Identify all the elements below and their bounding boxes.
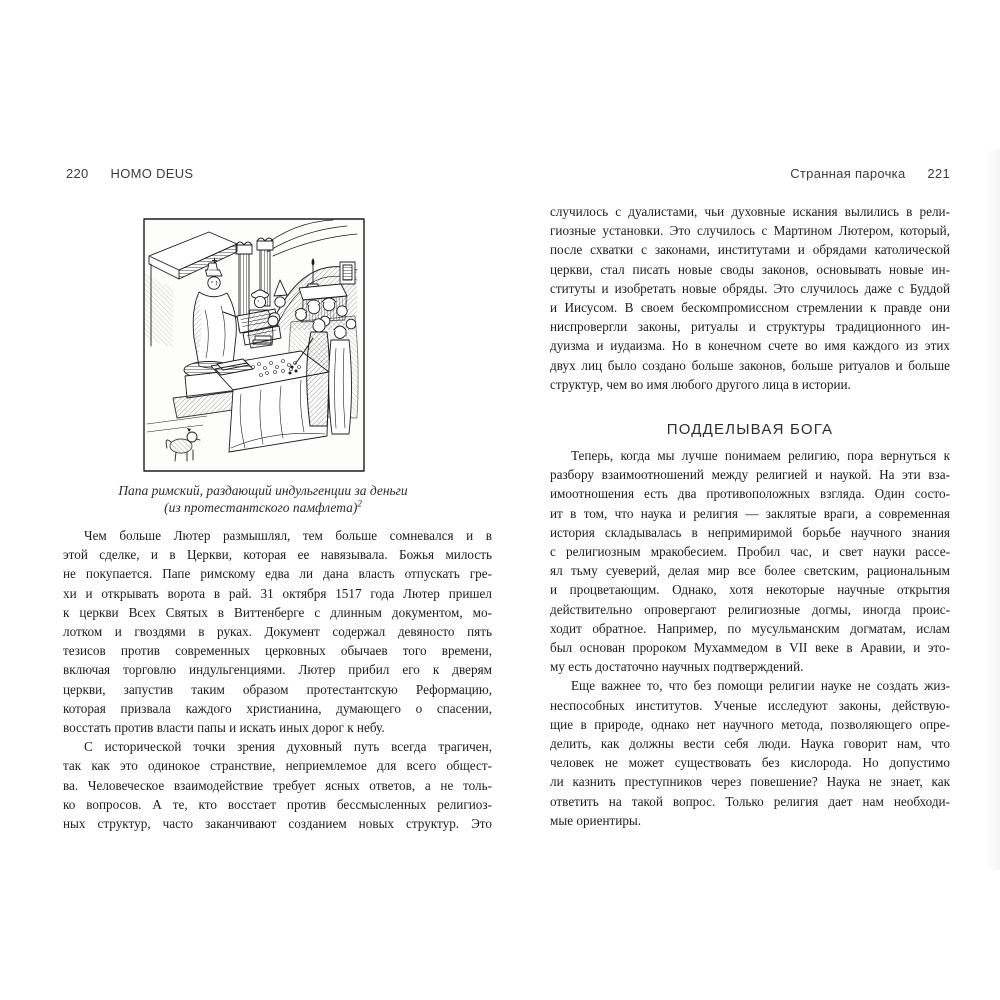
figure-caption [63, 482, 463, 516]
text-line: не покупается. Папе римскому едва ли дана власть отпускать гре- [63, 566, 492, 582]
text-line: хи и открывать ворота в рай. 31 октября 1517 года Лютер пришел [63, 585, 492, 601]
text-line: церкви, стал писать новые своды законов, основывать новые ин- [550, 261, 950, 277]
text-line: был основан пророком Мухаммедом в VII веке в Аравии, и это- [550, 640, 950, 656]
right-running-title: Странная парочка [790, 166, 906, 181]
text-line: после схватки с законами, институтами и обрядами католической [550, 242, 950, 258]
text-line: ит в том, что наука и религия — заклятые враги, а современная [550, 505, 950, 521]
text-line: гиозные установки. Это случилось с Мартином Лютером, который, [550, 223, 950, 239]
text-line: действительно опровергают религиозные догмы, иногда проис- [550, 601, 950, 617]
left-running-title: HOMO DEUS [110, 166, 194, 181]
text-line: ва. Человеческое взаимодействие требует ясных ответов, а не толь- [63, 777, 492, 793]
text-line: двух лиц было создано больше законов, больше ритуалов и больше [550, 357, 950, 373]
text-line: и Иисусом. В своем бескомпромиссном стремлении к правде они [550, 300, 950, 316]
text-line: и процветающим. Однако, хотя некоторые научные открытия [550, 582, 950, 598]
text-line: тезисов против современных церковных обычаев того времени, [63, 643, 492, 659]
text-line: му есть достаточно научных подтверждений. [550, 659, 804, 675]
text-line: щие в природе, однако нет научного метода, позволяющего опре- [550, 716, 950, 732]
text-line: разбору взаимоотношений между религией и наукой. На эти вза- [550, 467, 950, 483]
right-page-body-bottom [550, 446, 950, 830]
text-line: этой сделке, и в Церкви, которая ее навязывала. Божья милость [63, 547, 492, 563]
text-line: дуизма и иудаизма. Но в конечном счете во имя каждого из этих [550, 338, 950, 354]
text-line: с религиозным мракобесием. Пробил час, и свет науки рассе- [550, 544, 950, 560]
text-line: которая призвала каждого христианина, думающего о спасении, [63, 700, 492, 716]
text-line: Чем больше Лютер размышлял, тем больше сомневался и в [84, 528, 492, 543]
figure-caption-line2-text: (из протестантского памфлета) [164, 500, 358, 515]
text-line: ли казнить преступников через повешение? Наука не знает, как [550, 774, 950, 790]
text-line: ял тьму суеверий, делая мир все более светским, рациональным [550, 563, 950, 579]
footnote-marker: 2 [357, 498, 362, 509]
text-line: неспособных институтов. Ученые исследуют законы, действую- [550, 697, 950, 713]
text-line: восстать против власти папы и искать иных дорог к небу. [63, 720, 385, 736]
text-line: ниспровергли законы, ритуалы и структуры традиционного ин- [550, 319, 950, 335]
text-line: случилось с дуалистами, чьи духовные искания вылились в рели- [550, 204, 950, 219]
text-line: история складывалась в непримиримой борьбе научного знания [550, 524, 950, 540]
text-line: структур, чем во имя любого другого лица в истории. [550, 376, 851, 392]
text-line: имоотношения есть два противоположных взгляда. Один состо- [550, 486, 950, 502]
text-line: Еще важнее то, что без помощи религии науке не создать жиз- [571, 678, 950, 694]
text-line: ституты и изобретать новые обряды. Это случилось даже с Буддой [550, 280, 950, 296]
text-line: включая торговлю индульгенциями. Лютер прибил его к дверям [63, 662, 492, 678]
figure-caption-line2 [63, 499, 463, 516]
right-page-body-top [550, 202, 950, 394]
text-line: к церкви Всех Святых в Виттенберге с длинным документом, мо- [63, 604, 492, 620]
woodcut-illustration [143, 218, 365, 472]
page-edge-shade [986, 150, 1000, 870]
text-line: так как это одинокое странствие, неприемлемое для всего общест- [63, 758, 492, 774]
text-line: лотком и гвоздями в руках. Документ содержал девяносто пять [63, 624, 492, 640]
text-line: Теперь, когда мы лучше понимаем религию, пора вернуться к [571, 448, 950, 463]
right-page-number: 221 [927, 166, 950, 181]
text-line: мые ориентиры. [550, 812, 642, 828]
left-page-body [63, 526, 492, 833]
text-line: церкви, запустив таким образом протестантскую Реформацию, [63, 681, 492, 697]
text-line: ных структур, часто заканчивают созданием новых структур. Это [63, 816, 492, 832]
left-page-number: 220 [66, 166, 89, 181]
text-line: ходит обратное. Например, по мусульманским догматам, ислам [550, 620, 950, 636]
text-line: делить, как должны вести себя люди. Наука говорит нам, что [550, 736, 950, 752]
figure-caption-line1: Папа римский, раздающий индульгенции за деньги [118, 483, 408, 498]
section-heading: ПОДДЕЛЫВАЯ БОГА [666, 421, 834, 438]
left-page-header [66, 166, 193, 181]
woodcut-svg [143, 218, 365, 472]
text-line: ко вопросов. А те, кто восстает против бессмысленных религиоз- [63, 796, 492, 812]
text-line: С исторической точки зрения духовный путь всегда трагичен, [84, 739, 492, 755]
right-page-header [550, 166, 950, 181]
text-line: человек не может существовать без кислорода. Но допустимо [550, 755, 950, 771]
text-line: ответить на такой вопрос. Только религия дает нам необходи- [550, 793, 950, 809]
